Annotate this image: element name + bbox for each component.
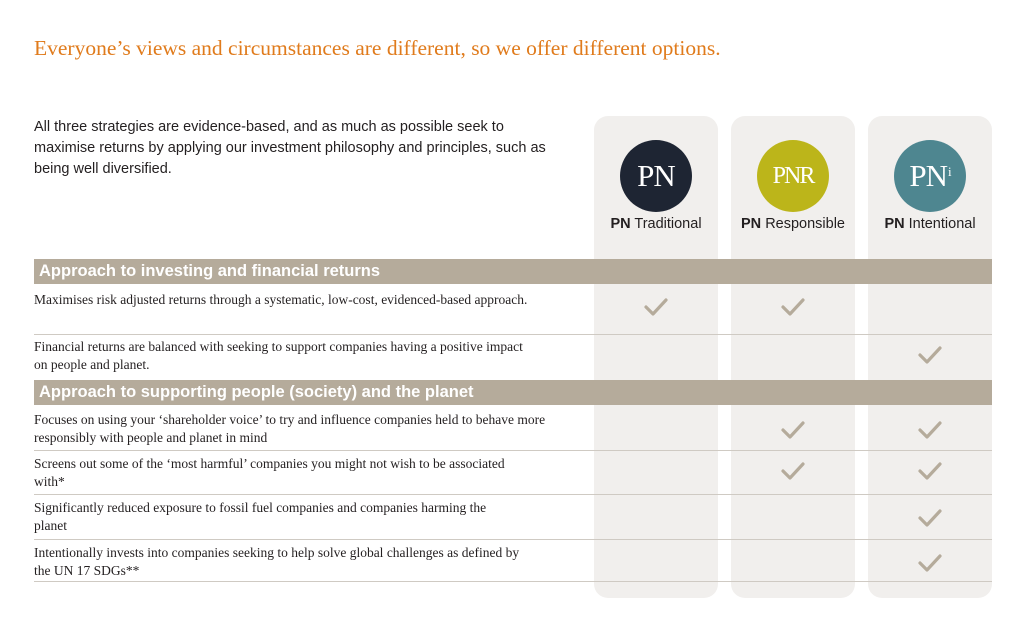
row-text: Financial returns are balanced with seeking to support companies having a positive impact on people and planet.: [34, 339, 523, 372]
pn-traditional-logo: PN: [620, 140, 692, 212]
row-text: Focuses on using your ‘shareholder voice’ to try and influence companies held to behave more responsibly with people and planet in mind: [34, 412, 546, 445]
check-icon: [917, 344, 943, 366]
row-text: Screens out some of the ‘most harmful’ companies you might not wish to be associated with*: [34, 456, 505, 489]
section-header-people-planet: Approach to supporting people (society) and the planet: [34, 380, 992, 405]
check-icon: [917, 507, 943, 529]
pn-responsible-logo: PNR: [757, 140, 829, 212]
section-header-investing: Approach to investing and financial returns: [34, 259, 992, 284]
column-title-intentional: PN Intentional: [884, 216, 976, 232]
check-icon: [917, 552, 943, 574]
check-icon: [780, 460, 806, 482]
table-row: [34, 285, 992, 335]
check-icon: [917, 460, 943, 482]
table-row: [34, 495, 992, 540]
row-text: Maximises risk adjusted returns through a systematic, low-cost, evidenced-based approach.: [34, 292, 528, 307]
check-icon: [780, 296, 806, 318]
check-icon: [643, 296, 669, 318]
table-row: [34, 451, 992, 495]
pn-intentional-logo: PN $^i$: [894, 140, 966, 212]
table-row: [34, 406, 992, 451]
column-title-traditional: PN Traditional: [610, 216, 702, 232]
row-text: Intentionally invests into companies seeking to help solve global challenges as defined by the UN 17 SDGs**: [34, 545, 520, 578]
row-text: Significantly reduced exposure to fossil fuel companies and companies harming the planet: [34, 500, 487, 533]
page-headline: Everyone’s views and circumstances are different, so we offer different options.: [34, 36, 721, 60]
table-row: [34, 540, 992, 582]
check-icon: [780, 419, 806, 441]
intro-paragraph: All three strategies are evidence-based, and as much as possible seek to maximise returns by applying our investment philosophy and principles, such as being well diversified.: [34, 119, 546, 177]
column-title-responsible: PN Responsible: [741, 216, 845, 232]
check-icon: [917, 419, 943, 441]
table-row: [34, 335, 992, 380]
